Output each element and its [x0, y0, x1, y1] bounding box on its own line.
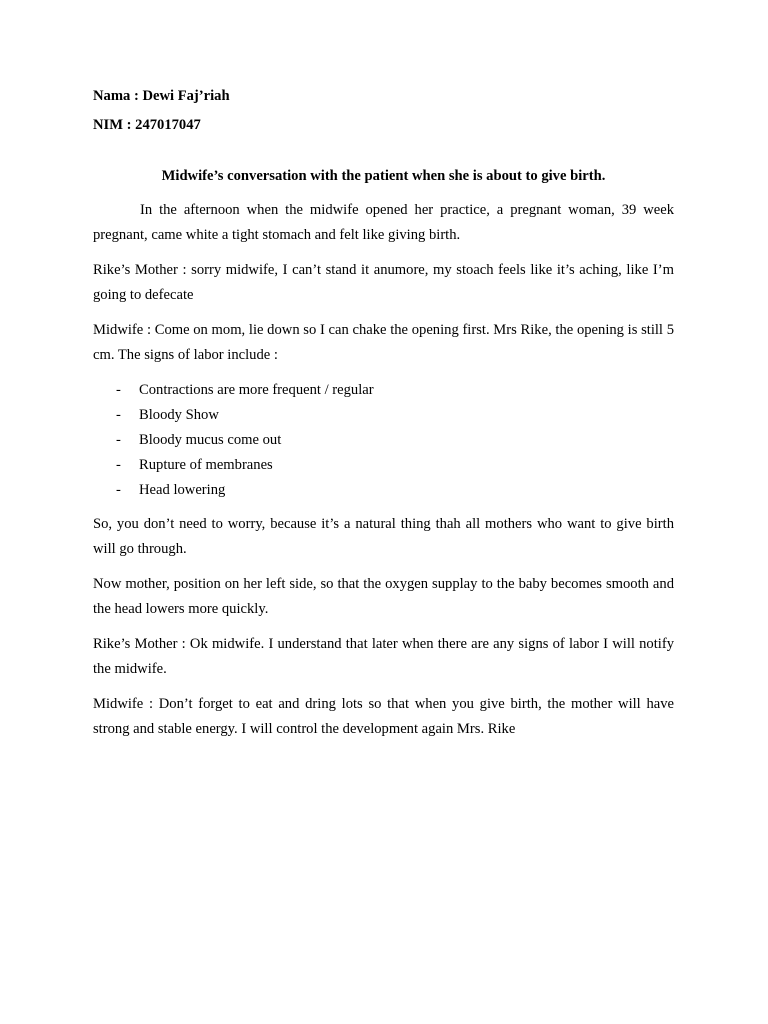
student-name: Nama : Dewi Faj’riah: [93, 88, 230, 104]
bullet-dash: -: [116, 481, 121, 498]
bullet-dash: -: [116, 406, 121, 423]
list-item: - Head lowering: [93, 478, 674, 503]
midwife-line-2: Midwife : Don’t forget to eat and dring lots so that when you give birth, the mother will have strong and stable energy. I will control the development again Mrs. Rike: [93, 695, 674, 737]
list-item: - Rupture of membranes: [93, 453, 674, 478]
list-item: - Bloody mucus come out: [93, 428, 674, 453]
bullet-dash: -: [116, 381, 121, 398]
mother-line-1: Rike’s Mother : sorry midwife, I can’t stand it anumore, my stoach feels like it’s aching, like I’m going to defecate: [93, 261, 674, 303]
labor-signs-list: [93, 378, 674, 503]
reassure-paragraph: So, you don’t need to worry, because it’s a natural thing thah all mothers who want to give birth will go through.: [93, 515, 674, 557]
mother-line-2: Rike’s Mother : Ok midwife. I understand that later when there are any signs of labor I will notify the midwife.: [93, 635, 674, 677]
list-item: - Bloody Show: [93, 403, 674, 428]
position-paragraph: Now mother, position on her left side, so that the oxygen supplay to the baby becomes smooth and the head lowers more quickly.: [93, 575, 674, 617]
document-title: Midwife’s conversation with the patient when she is about to give birth.: [161, 168, 606, 184]
student-nim: NIM : 247017047: [93, 116, 201, 133]
bullet-dash: -: [116, 456, 121, 473]
document-body: [93, 84, 674, 752]
midwife-line-1: Midwife : Come on mom, lie down so I can chake the opening first. Mrs Rike, the opening is still 5 cm. The signs of labor include :: [93, 321, 674, 363]
intro-paragraph: In the afternoon when the midwife opened her practice, a pregnant woman, 39 week pregnant, came white a tight stomach and felt like giving birth.: [93, 201, 674, 243]
bullet-dash: -: [116, 431, 121, 448]
list-item: - Contractions are more frequent / regular: [93, 378, 674, 403]
